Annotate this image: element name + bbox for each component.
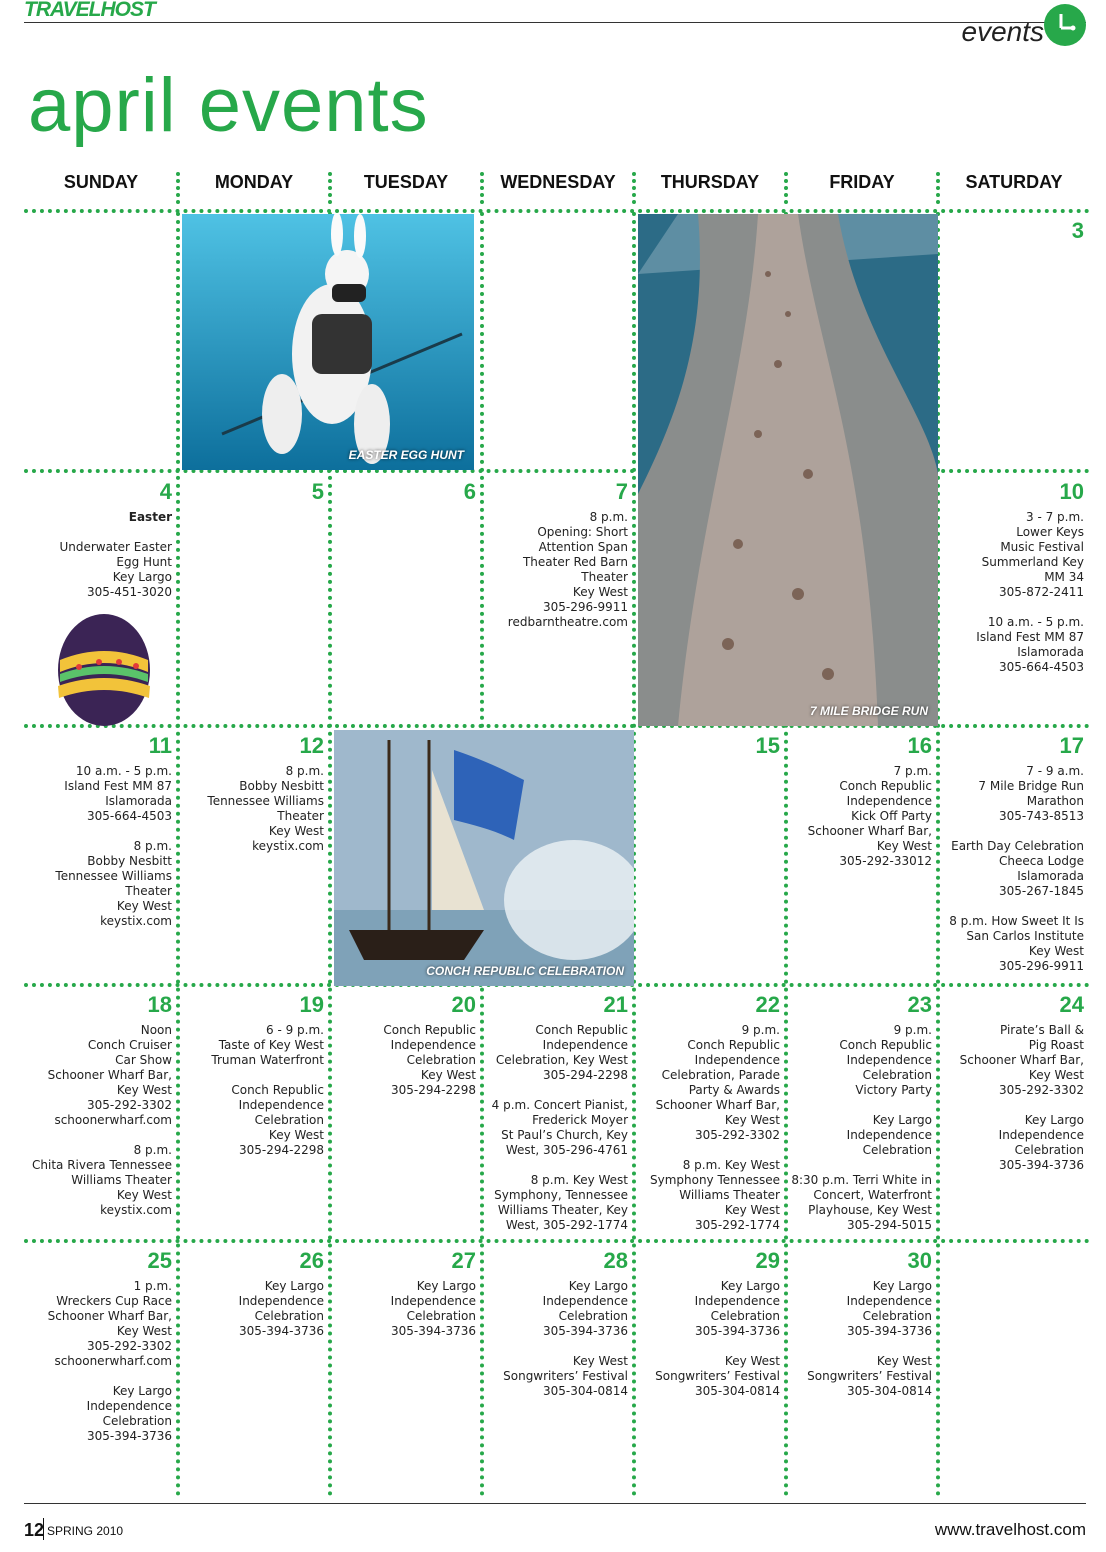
day-number: 3 — [1071, 218, 1084, 243]
event-text: Key Largo Independence Celebration 305-394-3736 Key West Songwriters’ Festival 305-304-0814 — [807, 1279, 932, 1398]
day-number: 30 — [907, 1248, 932, 1273]
grid-line — [936, 172, 940, 204]
day-cell-10 — [944, 480, 1084, 675]
section-label: events — [961, 16, 1044, 47]
easter-egg-hunt-photo — [182, 214, 474, 470]
conch-republic-celebration-photo — [334, 730, 634, 986]
day-cell-18 — [28, 993, 172, 1218]
day-number: 20 — [451, 992, 476, 1017]
day-header-saturday: SATURDAY — [965, 172, 1063, 192]
seven-mile-bridge-run-photo — [638, 214, 938, 726]
day-header-friday: FRIDAY — [829, 172, 895, 192]
event-text: Key Largo Independence Celebration 305-394-3736 Key West Songwriters’ Festival 305-304-0814 — [503, 1279, 628, 1398]
day-cell-20 — [334, 993, 476, 1098]
day-cell-16 — [790, 734, 932, 869]
day-cell-15 — [638, 734, 780, 764]
day-number: 28 — [603, 1248, 628, 1273]
event-text: Conch Republic Independence Celebration, Key West 305-294-2298 4 p.m. Concert Pianist, Frederick Moyer St Paul’s Church, Key West, 305-296-4761 8 p.m. Key West Symphony, Tennessee Williams Theater, Key West, 305-292-1774 — [491, 1023, 628, 1232]
grid-line — [176, 172, 180, 204]
day-cell-17 — [942, 734, 1084, 974]
photo-caption: EASTER EGG HUNT — [348, 448, 464, 462]
grid-line — [632, 172, 636, 204]
day-number: 26 — [299, 1248, 324, 1273]
footer-rule — [24, 1503, 1086, 1504]
day-number: 10 — [1059, 479, 1084, 504]
event-text: Noon Conch Cruiser Car Show Schooner Wharf Bar, Key West 305-292-3302 schoonerwharf.com 8 p.m. Chita Rivera Tennessee Williams Theater Key West keystix.com — [32, 1023, 172, 1217]
event-text: Key Largo Independence Celebration 305-394-3736 Key West Songwriters’ Festival 305-304-0814 — [655, 1279, 780, 1398]
day-cell-27 — [334, 1249, 476, 1339]
event-text: 3 - 7 p.m. Lower Keys Music Festival Summerland Key MM 34 305-872-2411 10 a.m. - 5 p.m. Island Fest MM 87 Islamorada 305-664-4503 — [976, 510, 1084, 674]
day-cell-3 — [944, 219, 1084, 249]
day-number: 6 — [463, 479, 476, 504]
day-header-thursday: THURSDAY — [660, 172, 760, 192]
event-text: 7 p.m. Conch Republic Independence Kick Off Party Schooner Wharf Bar, Key West 305-292-33012 — [807, 764, 932, 868]
day-cell-30 — [790, 1249, 932, 1399]
grid-line — [176, 212, 180, 1497]
day-number: 17 — [1059, 733, 1084, 758]
clock-icon — [1044, 4, 1086, 46]
grid-line — [328, 172, 332, 204]
day-cell-23 — [790, 993, 932, 1233]
day-number: 25 — [147, 1248, 172, 1273]
day-number: 23 — [907, 992, 932, 1017]
grid-line — [480, 172, 484, 204]
travelhost-logo: TRAVELHOST — [24, 0, 155, 21]
day-number: 21 — [603, 992, 628, 1017]
day-number: 22 — [755, 992, 780, 1017]
day-number: 4 — [159, 479, 172, 504]
day-number: 19 — [299, 992, 324, 1017]
website-link[interactable]: www.travelhost.com — [934, 1520, 1086, 1539]
day-cell-28 — [486, 1249, 628, 1399]
day-number: 11 — [148, 733, 172, 758]
event-text: 1 p.m. Wreckers Cup Race Schooner Wharf Bar, Key West 305-292-3302 schoonerwharf.com Key Largo Independence Celebration 305-394-3736 — [47, 1279, 172, 1443]
day-number: 5 — [311, 479, 324, 504]
event-text: Pirate’s Ball & Pig Roast Schooner Wharf Bar, Key West 305-292-3302 Key Largo Independence Celebration 305-394-3736 — [959, 1023, 1084, 1172]
event-text: Underwater Easter Egg Hunt Key Largo 305-451-3020 — [59, 540, 172, 599]
day-header-wednesday: WEDNESDAY — [500, 172, 616, 192]
day-number: 16 — [907, 733, 932, 758]
day-cell-19 — [182, 993, 324, 1158]
event-text: Key Largo Independence Celebration 305-394-3736 — [238, 1279, 324, 1338]
easter-egg-image — [54, 612, 154, 728]
day-number: 24 — [1059, 992, 1084, 1017]
holiday-label: Easter — [128, 510, 172, 524]
grid-line — [24, 1239, 1090, 1243]
event-text: 8 p.m. Opening: Short Attention Span Theater Red Barn Theater Key West 305-296-9911 redbarntheatre.com — [507, 510, 628, 629]
event-text: 10 a.m. - 5 p.m. Island Fest MM 87 Islamorada 305-664-4503 8 p.m. Bobby Nesbitt Tennessee Williams Theater Key West keystix.com — [55, 764, 172, 928]
footer-divider — [43, 1518, 44, 1540]
page-number: 12 — [24, 1520, 45, 1540]
day-number: 29 — [755, 1248, 780, 1273]
grid-line — [784, 172, 788, 204]
day-cell-21 — [486, 993, 628, 1233]
day-cell-11 — [28, 734, 172, 929]
day-cell-12 — [182, 734, 324, 854]
day-header-tuesday: TUESDAY — [363, 172, 449, 192]
issue-label: SPRING 2010 — [47, 1524, 124, 1538]
day-number: 12 — [299, 733, 324, 758]
event-text: Key Largo Independence Celebration 305-394-3736 — [390, 1279, 476, 1338]
event-text: 6 - 9 p.m. Taste of Key West Truman Waterfront Conch Republic Independence Celebration Key West 305-294-2298 — [211, 1023, 324, 1157]
day-header-sunday: SUNDAY — [63, 172, 139, 192]
day-number: 18 — [147, 992, 172, 1017]
day-cell-26 — [182, 1249, 324, 1339]
day-cell-4 — [28, 480, 172, 600]
day-header-monday: MONDAY — [214, 172, 294, 192]
grid-line — [24, 209, 1090, 213]
day-cell-25 — [28, 1249, 172, 1444]
day-number: 15 — [755, 733, 780, 758]
event-text: 9 p.m. Conch Republic Independence Celebration, Parade Party & Awards Schooner Wharf Bar, Key West 305-292-3302 8 p.m. Key West Symphony Tennessee Williams Theater Key West 305-292-1774 — [649, 1023, 780, 1232]
day-cell-29 — [638, 1249, 780, 1399]
photo-caption: 7 MILE BRIDGE RUN — [809, 704, 928, 718]
day-cell-6 — [334, 480, 476, 510]
photo-caption: CONCH REPUBLIC CELEBRATION — [426, 964, 624, 978]
day-cell-5 — [182, 480, 324, 510]
day-cell-22 — [638, 993, 780, 1233]
event-text: Conch Republic Independence Celebration Key West 305-294-2298 — [383, 1023, 476, 1097]
page-title: april events — [28, 63, 429, 148]
event-text: 9 p.m. Conch Republic Independence Celebration Victory Party Key Largo Independence Celebration 8:30 p.m. Terri White in Concert, Waterfront Playhouse, Key West 305-294-5015 — [791, 1023, 932, 1232]
event-text: 8 p.m. Bobby Nesbitt Tennessee Williams Theater Key West keystix.com — [207, 764, 324, 853]
day-number: 27 — [451, 1248, 476, 1273]
day-number: 7 — [615, 479, 628, 504]
day-cell-24 — [942, 993, 1084, 1173]
event-text: 7 - 9 a.m. 7 Mile Bridge Run Marathon 305-743-8513 Earth Day Celebration Cheeca Lodge Islamorada 305-267-1845 8 p.m. How Sweet It Is San Carlos Institute Key West 305-296-9911 — [949, 764, 1084, 973]
top-rule — [24, 0, 1086, 23]
day-cell-7 — [486, 480, 628, 630]
